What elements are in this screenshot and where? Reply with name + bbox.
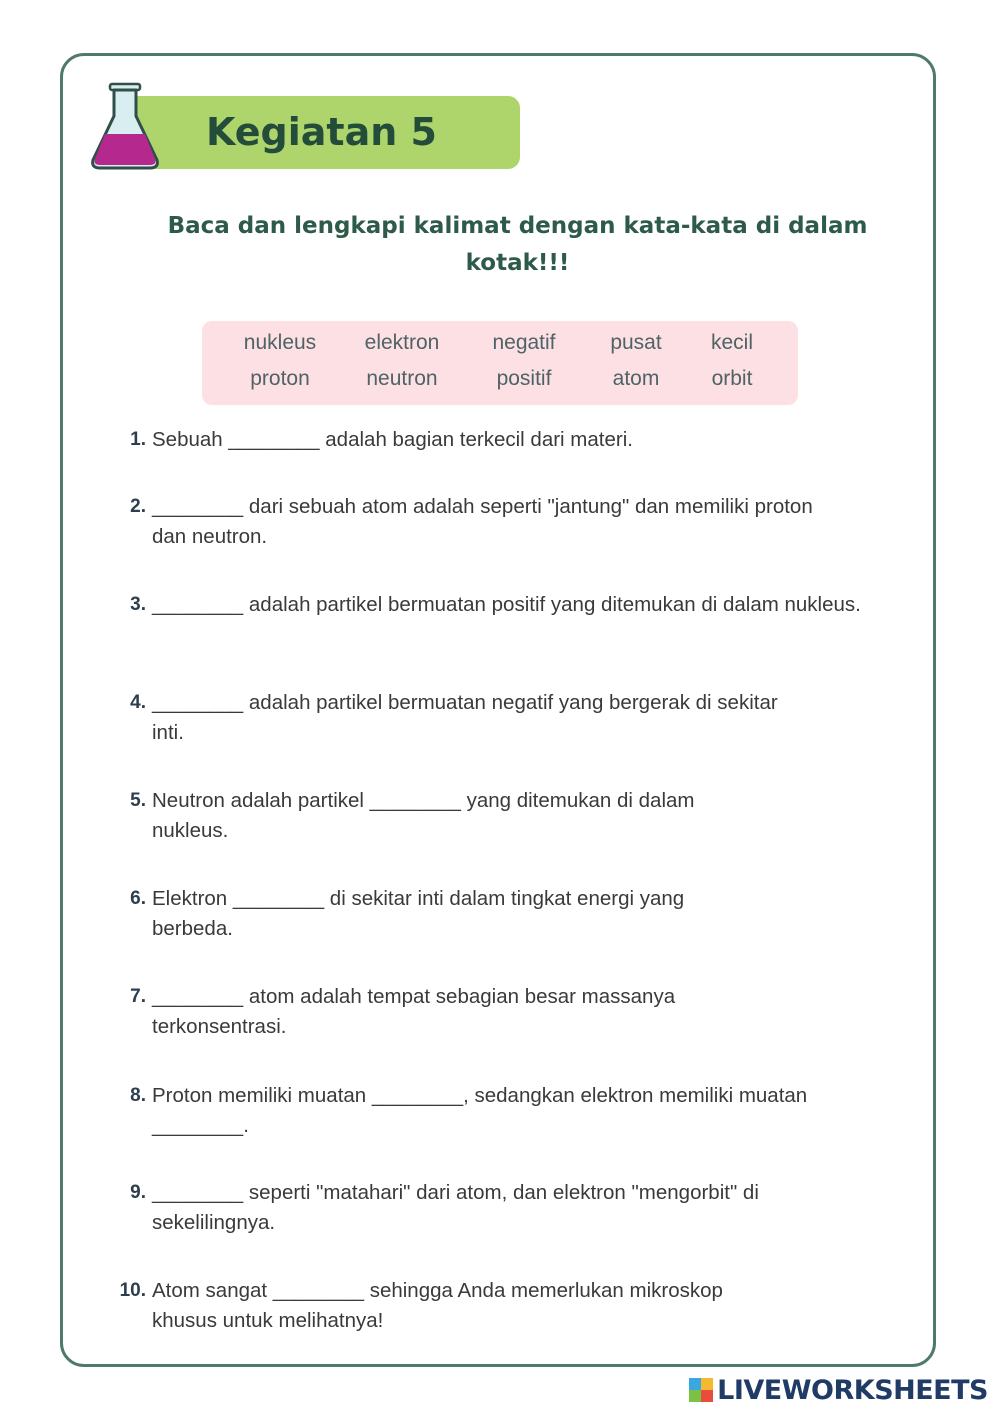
question-number: 4. bbox=[130, 692, 146, 713]
question-text[interactable]: Atom sangat ________ sehingga Anda memerlukan mikroskop khusus untuk melihatnya! bbox=[152, 1279, 723, 1332]
brand-name: LIVEWORKSHEETS bbox=[717, 1374, 988, 1406]
word-bank-item: orbit bbox=[711, 367, 753, 390]
question-text[interactable]: Sebuah ________ adalah bagian terkecil dari materi. bbox=[152, 428, 633, 451]
question-text[interactable]: ________ adalah partikel bermuatan positif yang ditemukan di dalam nukleus. bbox=[152, 593, 861, 616]
word-bank bbox=[202, 321, 798, 405]
word-bank-item: elektron bbox=[364, 331, 440, 354]
liveworksheets-logo-icon bbox=[689, 1378, 713, 1402]
word-bank-item: positif bbox=[496, 367, 552, 390]
word-bank-item: atom bbox=[612, 367, 660, 390]
page-title: Kegiatan 5 bbox=[206, 110, 437, 154]
word-bank-item: pusat bbox=[610, 331, 662, 354]
word-bank-item: kecil bbox=[710, 331, 753, 354]
question-number: 6. bbox=[130, 888, 146, 909]
question-number: 9. bbox=[130, 1182, 146, 1203]
word-bank-item: proton bbox=[250, 367, 310, 390]
question-text[interactable]: ________ adalah partikel bermuatan negatif yang bergerak di sekitar inti. bbox=[152, 691, 778, 744]
question-text[interactable]: Elektron ________ di sekitar inti dalam tingkat energi yang berbeda. bbox=[152, 887, 685, 940]
question-number: 10. bbox=[119, 1280, 146, 1301]
word-bank-item: negatif bbox=[492, 331, 556, 354]
question-text[interactable]: ________ atom adalah tempat sebagian besar massanya terkonsentrasi. bbox=[152, 985, 676, 1038]
question-text[interactable]: ________ seperti "matahari" dari atom, dan elektron "mengorbit" di sekelilingnya. bbox=[152, 1181, 759, 1234]
word-bank-item: neutron bbox=[366, 367, 438, 390]
question-text[interactable]: Neutron adalah partikel ________ yang ditemukan di dalam nukleus. bbox=[152, 789, 695, 842]
question-number: 8. bbox=[130, 1085, 146, 1106]
question-number: 2. bbox=[130, 496, 146, 517]
question-number: 3. bbox=[130, 594, 146, 615]
flask-icon bbox=[88, 82, 162, 172]
question-text[interactable]: ________ dari sebuah atom adalah seperti "jantung" dan memiliki proton dan neutron. bbox=[152, 495, 813, 548]
question-number: 1. bbox=[130, 429, 146, 450]
question-number: 5. bbox=[130, 790, 146, 811]
question-number: 7. bbox=[130, 986, 146, 1007]
liveworksheets-logo[interactable] bbox=[689, 1374, 988, 1406]
word-bank-item: nukleus bbox=[243, 331, 317, 354]
question-text[interactable]: Proton memiliki muatan ________, sedangkan elektron memiliki muatan ________. bbox=[152, 1084, 808, 1137]
instruction-text: Baca dan lengkapi kalimat dengan kata-kata di dalam kotak!!! bbox=[167, 213, 868, 276]
